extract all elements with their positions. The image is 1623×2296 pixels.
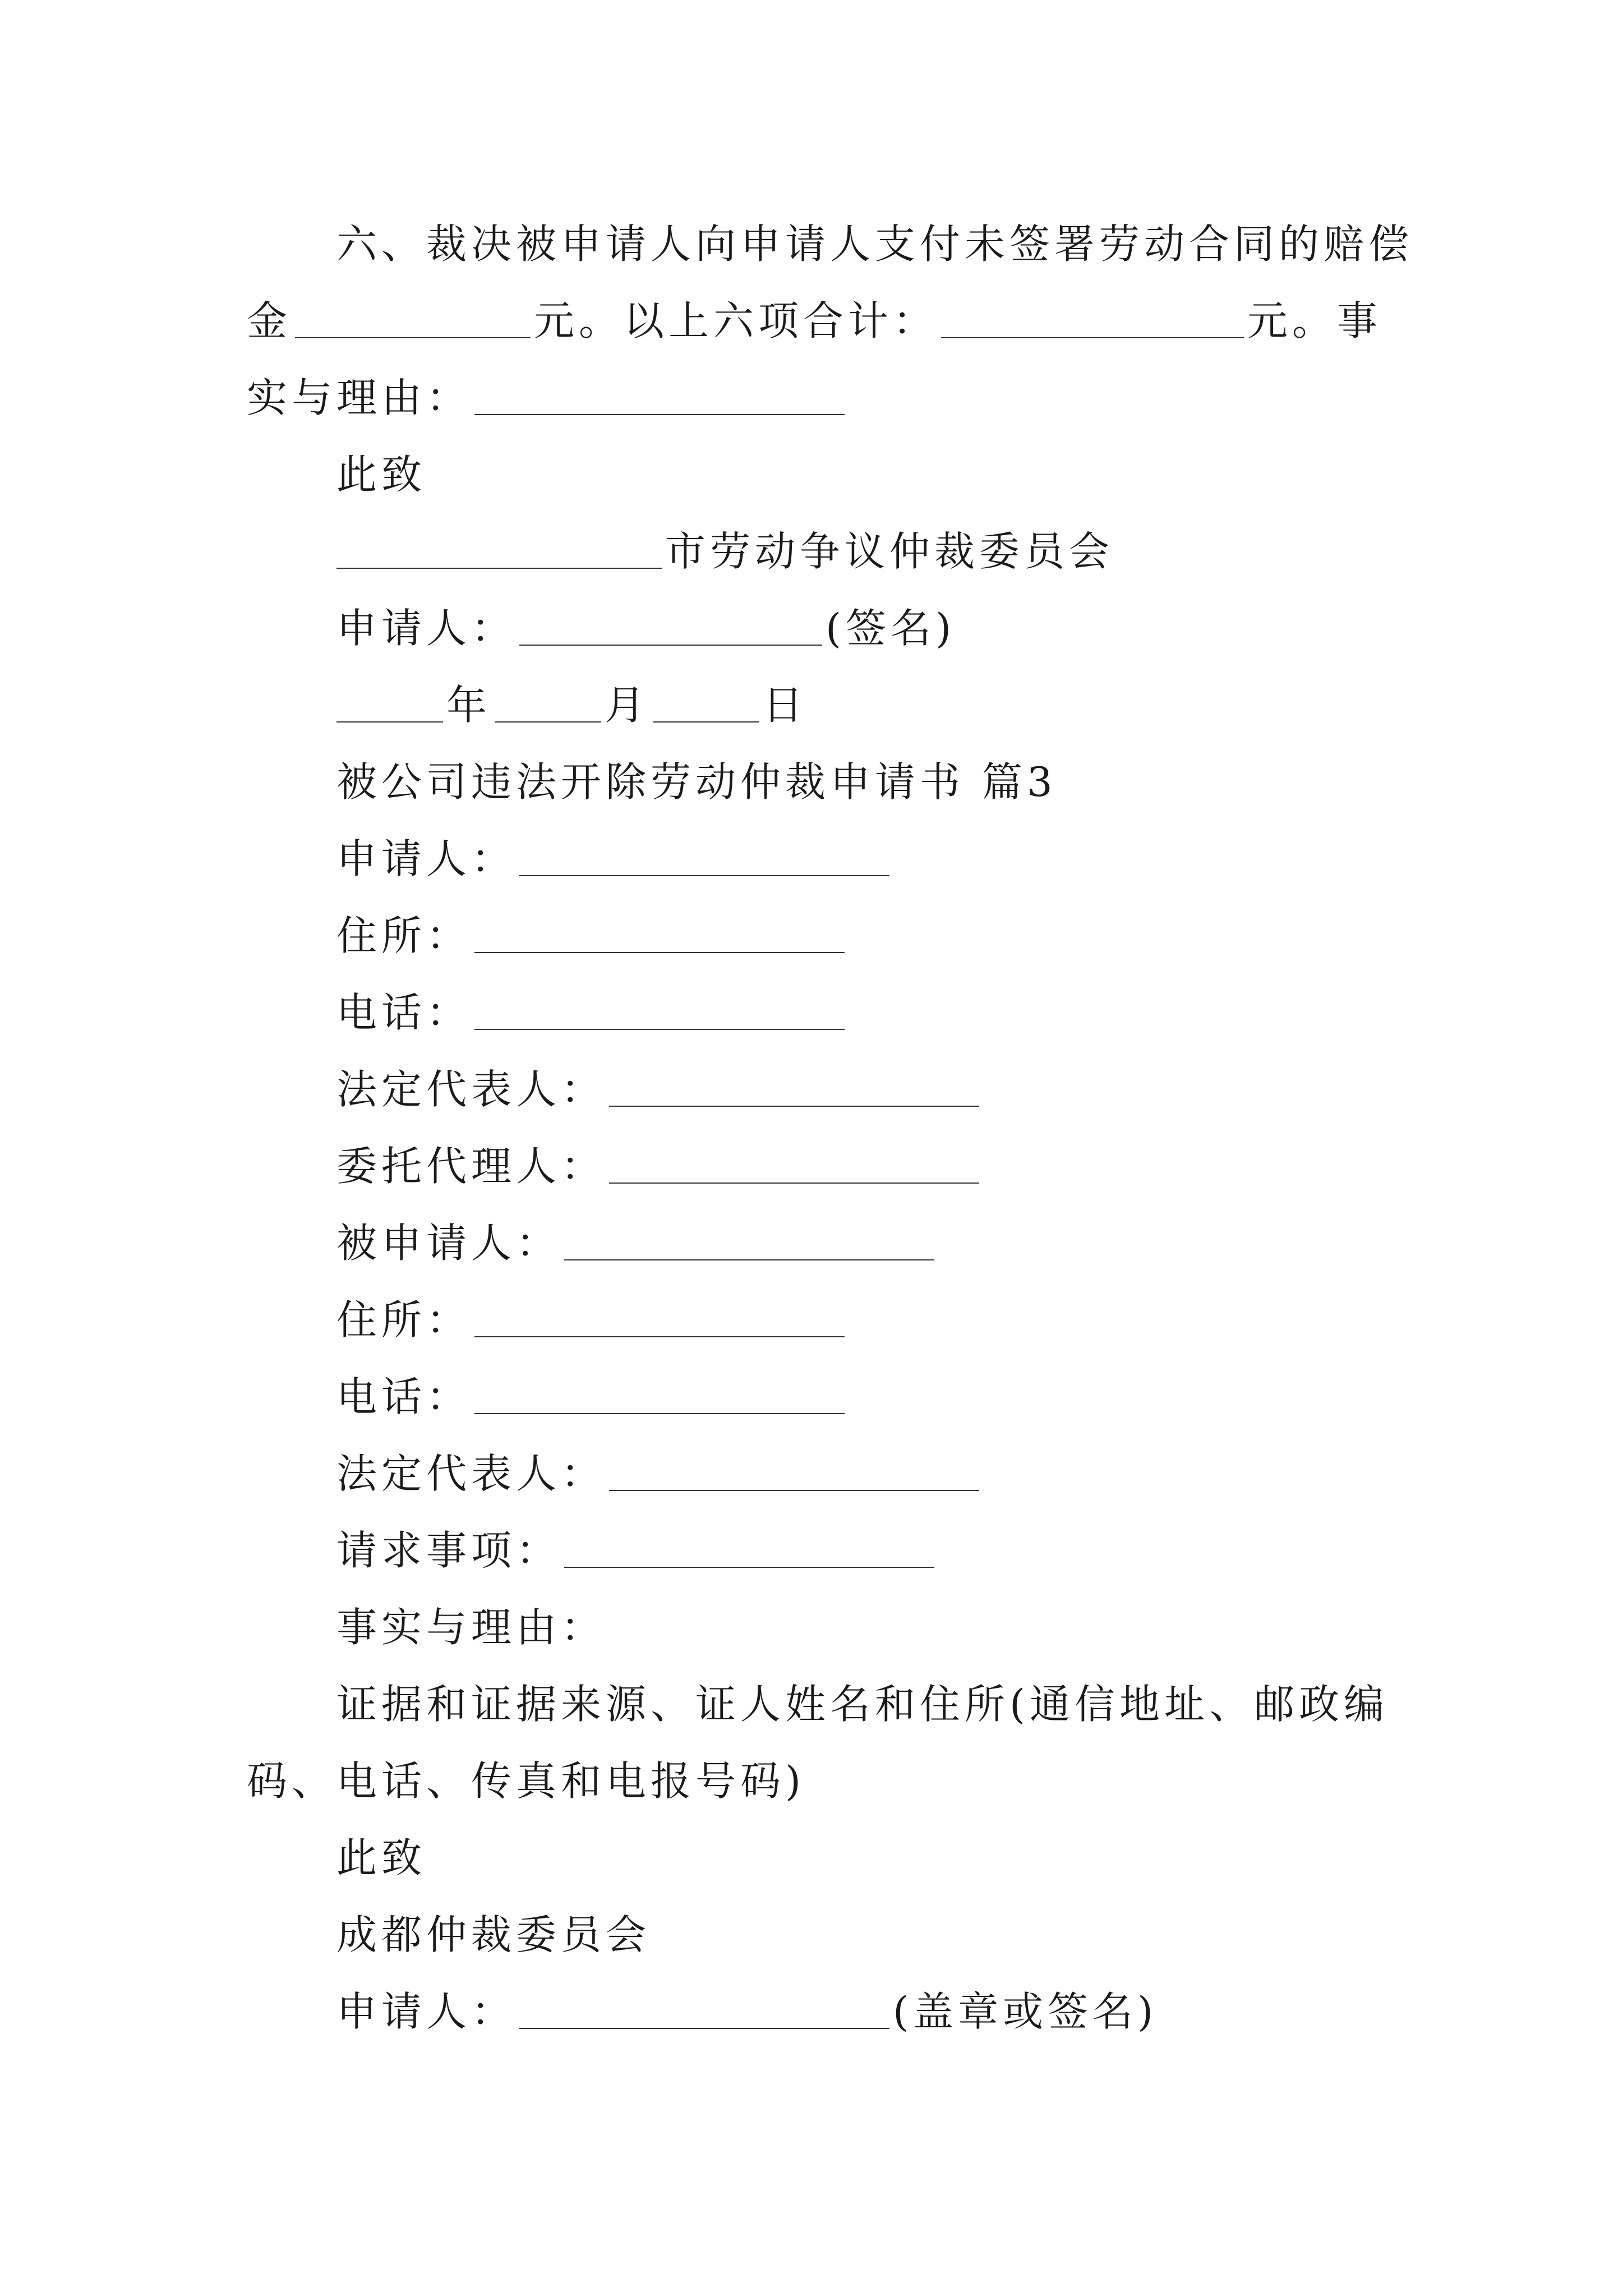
blank-field (519, 835, 889, 876)
blank-field (474, 912, 845, 953)
text-line (336, 1984, 1158, 2040)
blank-field (474, 1373, 845, 1414)
text: 电话： (336, 1373, 472, 1420)
text: 六、裁决被申请人向申请人支付未签署劳动合同的赔偿 (336, 220, 1414, 268)
text: 成都仲裁委员会 (336, 1911, 651, 1958)
blank-field (474, 988, 845, 1030)
text-line (336, 984, 848, 1041)
blank-field (474, 1296, 845, 1337)
text: 金 (247, 297, 292, 344)
text: 月 (605, 682, 650, 729)
blank-field (336, 527, 662, 569)
text: 申请人： (336, 1988, 517, 2035)
text: 申请人： (336, 605, 517, 652)
text-line (336, 1907, 651, 1963)
text: 住所： (336, 912, 472, 959)
text: 日 (763, 682, 808, 729)
text: 实与理由： (247, 374, 472, 421)
blank-field (474, 374, 845, 415)
text: 申请人： (336, 835, 517, 882)
blank-field (941, 297, 1244, 338)
text-line (247, 1753, 805, 1809)
text-line (336, 1599, 606, 1655)
blank-field (519, 1987, 889, 2029)
text: 事实与理由： (336, 1604, 606, 1651)
text-line (336, 1830, 426, 1886)
text: 委托代理人： (336, 1143, 606, 1190)
text-line (336, 1522, 938, 1579)
blank-field (495, 681, 601, 723)
text: 码、电话、传真和电报号码) (247, 1757, 806, 1805)
text: 电话： (336, 989, 472, 1036)
text: (盖章或签名) (893, 1988, 1158, 2035)
blank-field (519, 604, 822, 646)
text: 元。以上六项合计： (534, 297, 938, 344)
blank-field (609, 1142, 979, 1184)
text: 此致 (336, 1834, 427, 1881)
text: 住所： (336, 1296, 472, 1343)
text-line (336, 908, 848, 964)
text: 市劳动争议仲裁委员会 (665, 528, 1114, 575)
text: 此致 (336, 451, 427, 498)
text-line (336, 1369, 848, 1425)
text-line (336, 1446, 983, 1502)
text-line (336, 677, 808, 733)
text-line (336, 600, 956, 656)
blank-field (609, 1450, 979, 1491)
blank-field (609, 1065, 979, 1107)
text-line (336, 1215, 938, 1271)
text: 元。事 (1247, 297, 1382, 344)
text-line (336, 523, 1114, 579)
text: 请求事项： (336, 1527, 561, 1574)
text: 年 (446, 682, 492, 729)
text-line (336, 1676, 1389, 1732)
text: 法定代表人： (336, 1066, 606, 1113)
text-line (336, 1061, 983, 1117)
text-line (336, 216, 1413, 272)
text-line (336, 1138, 983, 1194)
blank-field (564, 1219, 934, 1260)
text: 法定代表人： (336, 1450, 606, 1497)
blank-field (336, 681, 443, 723)
text-line (247, 293, 1382, 349)
blank-field (295, 297, 531, 338)
text-line (336, 447, 426, 503)
text-line (247, 370, 848, 426)
text: 证据和证据来源、证人姓名和住所(通信地址、邮政编 (336, 1681, 1389, 1728)
text: 被申请人： (336, 1220, 561, 1267)
blank-field (653, 681, 759, 723)
text-line (336, 754, 1057, 810)
text: (签名) (826, 605, 956, 652)
blank-field (564, 1526, 934, 1568)
text-line (336, 831, 893, 887)
text-line (336, 1292, 848, 1348)
section-title: 被公司违法开除劳动仲裁申请书 篇3 (336, 758, 1057, 806)
